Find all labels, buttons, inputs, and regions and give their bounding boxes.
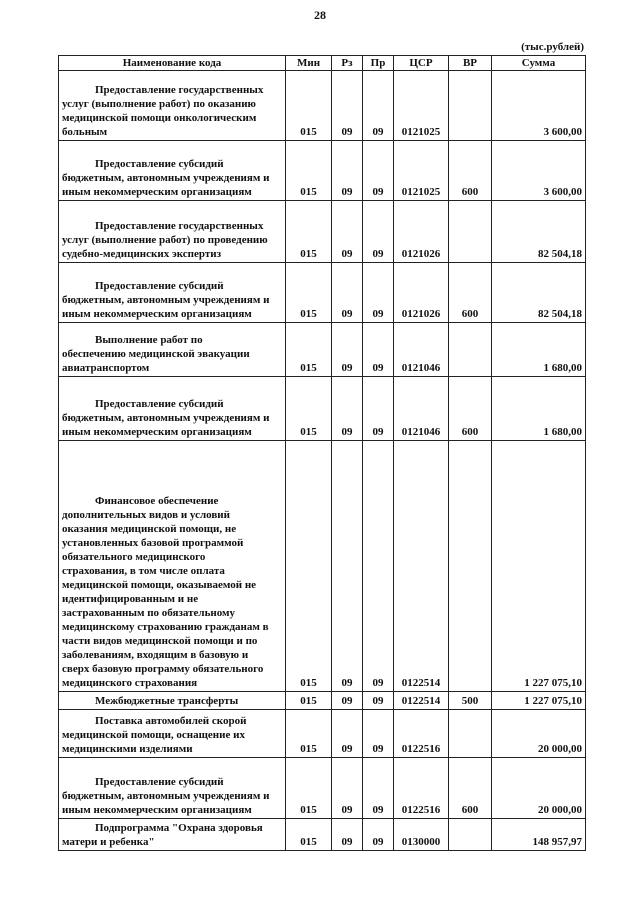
name-cell [59, 758, 286, 819]
name-cell-text: Выполнение работ по обеспечению медицинской эвакуации авиатранспортом [62, 334, 250, 374]
header-sum: Сумма [492, 56, 586, 71]
rz-cell [332, 710, 363, 758]
name-cell-text: Предоставление государственных услуг (выполнение работ) по оказанию медицинской помощи онкологическим больным [62, 84, 264, 138]
vr-cell-text: 600 [461, 426, 479, 438]
rz-cell-text: 09 [341, 126, 353, 138]
name-cell [59, 710, 286, 758]
vr-cell-text: 600 [461, 308, 479, 320]
csr-cell [394, 263, 449, 323]
rz-cell [332, 377, 363, 441]
header-name: Наименование кода [59, 56, 286, 71]
pr-cell [363, 819, 394, 851]
csr-cell-text: 0121046 [401, 362, 441, 374]
sum-cell [492, 692, 586, 710]
rz-cell-text: 09 [341, 743, 353, 755]
table-row [59, 263, 586, 323]
sum-cell-text: 1 227 075,10 [524, 677, 582, 689]
pr-cell [363, 71, 394, 141]
sum-cell-text: 148 957,97 [532, 836, 582, 848]
sum-cell [492, 71, 586, 141]
vr-cell [449, 710, 492, 758]
sum-cell [492, 710, 586, 758]
min-cell-text: 015 [300, 743, 317, 755]
sum-cell [492, 377, 586, 441]
rz-cell [332, 71, 363, 141]
name-cell-text: Предоставление государственных услуг (выполнение работ) по проведению судебно-медицинских экспертиз [62, 220, 268, 260]
pr-cell [363, 377, 394, 441]
min-cell [286, 71, 332, 141]
table-row [59, 323, 586, 377]
vr-cell [449, 263, 492, 323]
table-row [59, 441, 586, 692]
rz-cell [332, 201, 363, 263]
sum-cell-text: 1 227 075,10 [524, 695, 582, 707]
pr-cell [363, 141, 394, 201]
name-cell-text: Предоставление субсидий бюджетным, автономным учреждениям и иным некоммерческим организациям [62, 280, 270, 320]
csr-cell [394, 323, 449, 377]
min-cell [286, 141, 332, 201]
min-cell-text: 015 [300, 186, 317, 198]
rz-cell-text: 09 [341, 186, 353, 198]
min-cell-text: 015 [300, 426, 317, 438]
vr-cell [449, 71, 492, 141]
table-header-row [59, 56, 586, 71]
sum-cell-text: 1 680,00 [543, 362, 582, 374]
name-cell [59, 819, 286, 851]
table-row [59, 710, 586, 758]
header-pr: Пр [363, 56, 394, 71]
min-cell [286, 323, 332, 377]
pr-cell [363, 692, 394, 710]
pr-cell [363, 263, 394, 323]
pr-cell-text: 09 [372, 743, 384, 755]
pr-cell [363, 441, 394, 692]
vr-cell-text: 500 [461, 695, 479, 707]
name-cell [59, 71, 286, 141]
rz-cell-text: 09 [341, 308, 353, 320]
table-row [59, 71, 586, 141]
rz-cell [332, 141, 363, 201]
csr-cell [394, 201, 449, 263]
vr-cell-text: 600 [461, 804, 479, 816]
pr-cell-text: 09 [372, 186, 384, 198]
csr-cell-text: 0122514 [401, 677, 441, 689]
csr-cell [394, 710, 449, 758]
min-cell-text: 015 [300, 677, 317, 689]
rz-cell-text: 09 [341, 426, 353, 438]
min-cell-text: 015 [300, 836, 317, 848]
pr-cell-text: 09 [372, 362, 384, 374]
min-cell [286, 441, 332, 692]
csr-cell-text: 0121025 [401, 186, 441, 198]
sum-cell [492, 201, 586, 263]
rz-cell [332, 758, 363, 819]
sum-cell [492, 323, 586, 377]
min-cell [286, 377, 332, 441]
table-row [59, 141, 586, 201]
table-row [59, 692, 586, 710]
pr-cell [363, 201, 394, 263]
csr-cell [394, 758, 449, 819]
name-cell [59, 201, 286, 263]
sum-cell-text: 3 600,00 [543, 186, 582, 198]
min-cell-text: 015 [300, 804, 317, 816]
name-cell-text: Поставка автомобилей скорой медицинской помощи, оснащение их медицинскими изделиями [62, 715, 247, 755]
name-cell [59, 377, 286, 441]
vr-cell [449, 819, 492, 851]
sum-cell-text: 3 600,00 [543, 126, 582, 138]
min-cell-text: 015 [300, 308, 317, 320]
vr-cell [449, 692, 492, 710]
name-cell-text: Предоставление субсидий бюджетным, автономным учреждениям и иным некоммерческим организациям [62, 776, 270, 816]
name-cell-text: Подпрограмма "Охрана здоровья матери и ребенка" [62, 822, 263, 848]
csr-cell [394, 819, 449, 851]
pr-cell-text: 09 [372, 426, 384, 438]
rz-cell [332, 692, 363, 710]
rz-cell-text: 09 [341, 362, 353, 374]
min-cell [286, 758, 332, 819]
csr-cell [394, 71, 449, 141]
table-row [59, 201, 586, 263]
csr-cell-text: 0122516 [401, 804, 441, 816]
min-cell [286, 710, 332, 758]
csr-cell-text: 0121026 [401, 308, 441, 320]
csr-cell [394, 377, 449, 441]
pr-cell-text: 09 [372, 695, 384, 707]
name-cell [59, 323, 286, 377]
min-cell [286, 819, 332, 851]
name-cell [59, 692, 286, 710]
csr-cell-text: 0122516 [401, 743, 441, 755]
rz-cell-text: 09 [341, 695, 353, 707]
csr-cell [394, 141, 449, 201]
rz-cell-text: 09 [341, 248, 353, 260]
name-cell-text: Предоставление субсидий бюджетным, автономным учреждениям и иным некоммерческим организациям [62, 158, 270, 198]
pr-cell [363, 710, 394, 758]
rz-cell [332, 819, 363, 851]
pr-cell-text: 09 [372, 248, 384, 260]
pr-cell-text: 09 [372, 308, 384, 320]
header-vr: ВР [449, 56, 492, 71]
sum-cell [492, 441, 586, 692]
name-cell [59, 141, 286, 201]
csr-cell-text: 0130000 [401, 836, 441, 848]
vr-cell [449, 323, 492, 377]
pr-cell-text: 09 [372, 677, 384, 689]
name-cell [59, 441, 286, 692]
sum-cell-text: 1 680,00 [543, 426, 582, 438]
vr-cell [449, 377, 492, 441]
pr-cell [363, 323, 394, 377]
rz-cell [332, 263, 363, 323]
pr-cell-text: 09 [372, 804, 384, 816]
csr-cell [394, 692, 449, 710]
rz-cell-text: 09 [341, 804, 353, 816]
min-cell-text: 015 [300, 362, 317, 374]
vr-cell-text: 600 [461, 186, 479, 198]
sum-cell [492, 141, 586, 201]
header-csr: ЦСР [394, 56, 449, 71]
min-cell-text: 015 [300, 695, 317, 707]
name-cell-text: Предоставление субсидий бюджетным, автономным учреждениям и иным некоммерческим организациям [62, 398, 270, 438]
sum-cell [492, 263, 586, 323]
vr-cell [449, 141, 492, 201]
csr-cell-text: 0122514 [401, 695, 441, 707]
csr-cell-text: 0121025 [401, 126, 441, 138]
min-cell [286, 692, 332, 710]
name-cell-text: Межбюджетные трансферты [62, 695, 239, 707]
budget-table [58, 55, 586, 851]
table-row [59, 377, 586, 441]
vr-cell [449, 758, 492, 819]
table-row [59, 819, 586, 851]
min-cell-text: 015 [300, 126, 317, 138]
header-rz: Рз [332, 56, 363, 71]
units-label: (тыс.рублей) [521, 41, 584, 53]
rz-cell-text: 09 [341, 677, 353, 689]
sum-cell [492, 758, 586, 819]
min-cell-text: 015 [300, 248, 317, 260]
sum-cell-text: 20 000,00 [538, 743, 582, 755]
sum-cell-text: 82 504,18 [538, 248, 582, 260]
min-cell [286, 201, 332, 263]
csr-cell [394, 441, 449, 692]
sum-cell [492, 819, 586, 851]
rz-cell-text: 09 [341, 836, 353, 848]
sum-cell-text: 82 504,18 [538, 308, 582, 320]
page-number: 28 [314, 8, 326, 22]
pr-cell-text: 09 [372, 126, 384, 138]
table-row [59, 758, 586, 819]
rz-cell [332, 441, 363, 692]
pr-cell-text: 09 [372, 836, 384, 848]
vr-cell [449, 441, 492, 692]
header-min: Мин [286, 56, 332, 71]
min-cell [286, 263, 332, 323]
csr-cell-text: 0121026 [401, 248, 441, 260]
sum-cell-text: 20 000,00 [538, 804, 582, 816]
name-cell [59, 263, 286, 323]
name-cell-text: Финансовое обеспечение дополнительных видов и условий оказания медицинской помощи, не установленных базовой программой обязательного медицинского страхования, в том числе оплата медицинской помощи, оказываемой не идентифицированным и не застрахованным по обязательному медицинскому страхованию гражданам в части видов медицинской помощи и по заболеваниям, входящим в базовую и сверх базовую программу обязательного медицинского страхования [62, 495, 269, 689]
csr-cell-text: 0121046 [401, 426, 441, 438]
vr-cell [449, 201, 492, 263]
pr-cell [363, 758, 394, 819]
rz-cell [332, 323, 363, 377]
